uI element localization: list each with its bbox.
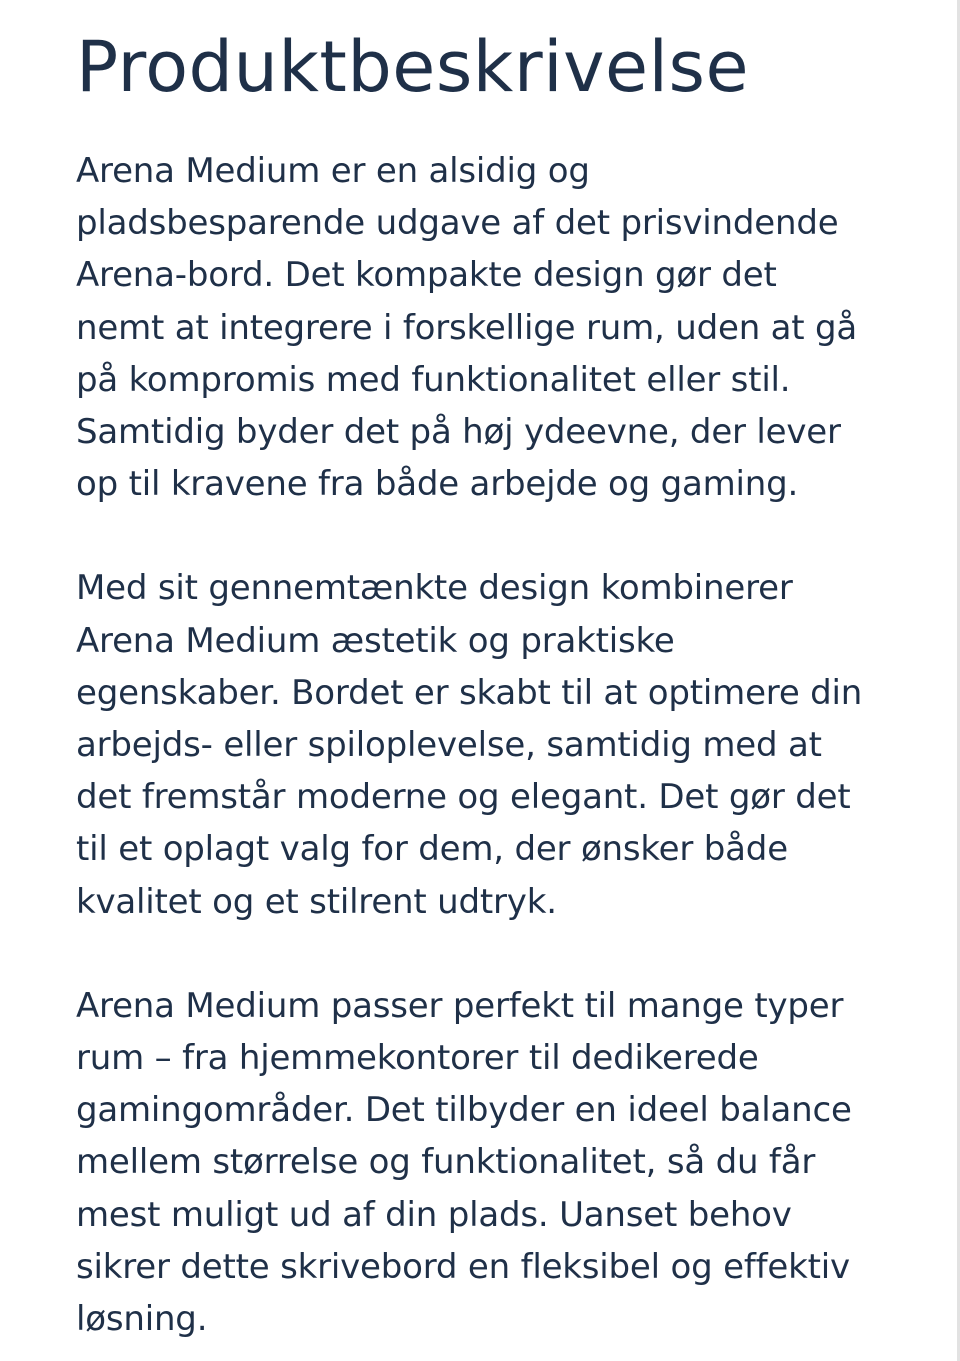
text-line: sikrer dette skrivebord en fleksibel og effektiv [76, 1246, 850, 1287]
text-line: pladsbesparende udgave af det prisvindende [76, 203, 839, 244]
text-line: løsning. [76, 1299, 208, 1340]
text-line: til et oplagt valg for dem, der ønsker både [76, 829, 788, 870]
text-line: Arena Medium er en alsidig og [76, 151, 590, 191]
text-line: egenskaber. Bordet er skabt til at optimere din [76, 672, 863, 713]
text-line: op til kravene fra både arbejde og gaming. [76, 464, 799, 505]
description-paragraph-1 [76, 145, 906, 510]
page-title: Produktbeskrivelse [76, 26, 750, 108]
text-line: det fremstår moderne og elegant. Det gør det [76, 777, 851, 818]
text-line: mellem størrelse og funktionalitet, så du får [76, 1142, 816, 1183]
text-line: på kompromis med funktionalitet eller stil. [76, 359, 791, 400]
text-line: gamingområder. Det tilbyder en ideel balance [76, 1090, 852, 1131]
text-line: nemt at integrere i forskellige rum, uden at gå [76, 307, 858, 348]
description-paragraph-3 [76, 980, 906, 1345]
text-line: mest muligt ud af din plads. Uanset behov [76, 1194, 792, 1235]
text-line: arbejds- eller spiloplevelse, samtidig med at [76, 725, 822, 766]
text-line: Arena-bord. Det kompakte design gør det [76, 255, 777, 296]
text-line: rum – fra hjemmekontorer til dedikerede [76, 1038, 759, 1079]
product-description-section [76, 22, 906, 1345]
description-paragraph-2 [76, 562, 906, 927]
text-line: kvalitet og et stilrent udtryk. [76, 881, 557, 922]
text-line: Samtidig byder det på høj ydeevne, der lever [76, 412, 841, 453]
text-line: Med sit gennemtænkte design kombinerer [76, 568, 793, 609]
text-line: Arena Medium æstetik og praktiske [76, 620, 675, 661]
text-line: Arena Medium passer perfekt til mange typer [76, 985, 844, 1026]
